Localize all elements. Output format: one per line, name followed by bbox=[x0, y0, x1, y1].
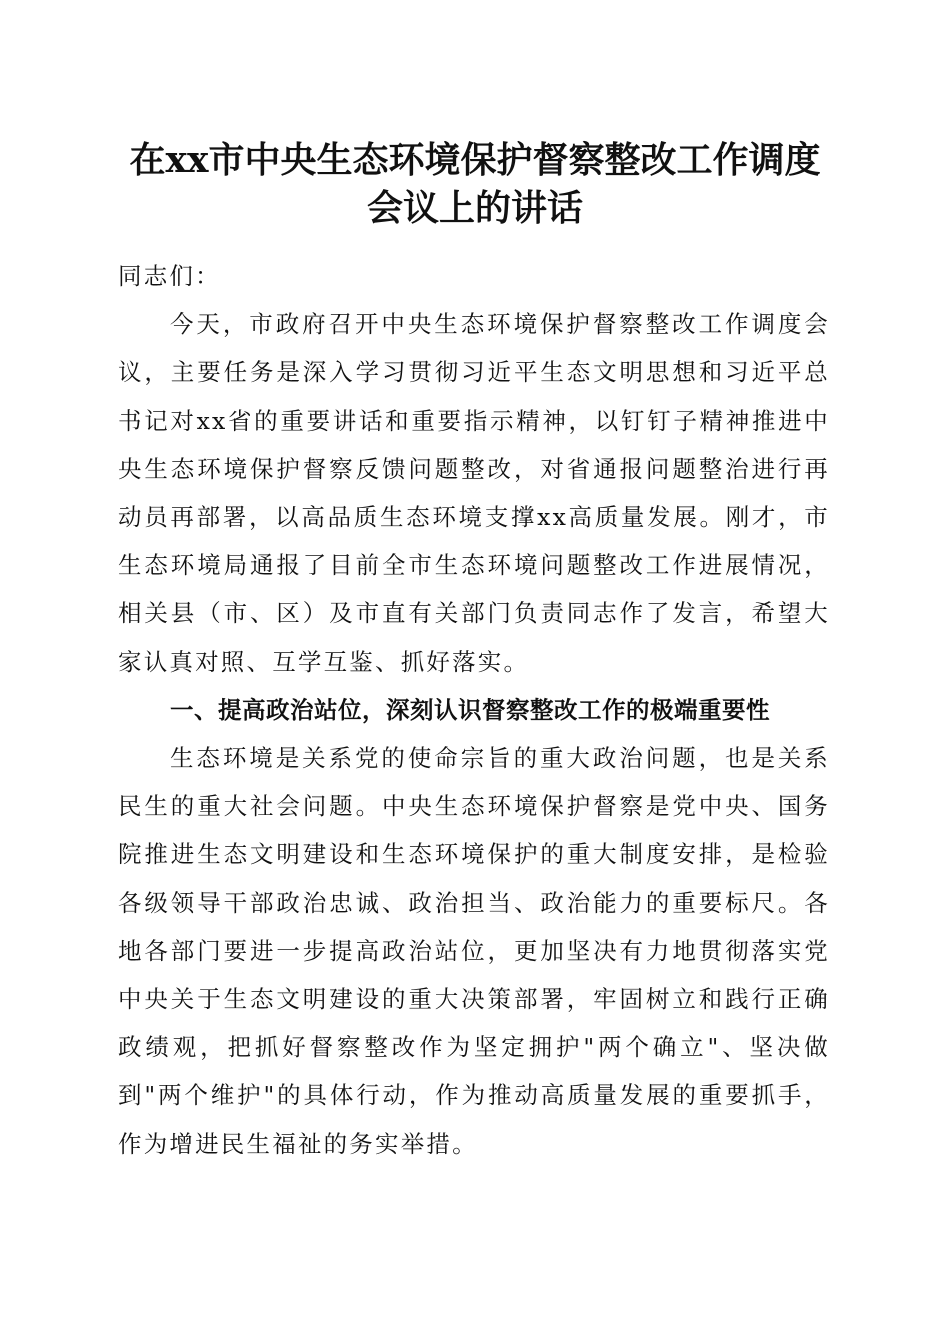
document-body bbox=[118, 252, 830, 1168]
salutation: 同志们： bbox=[118, 262, 221, 290]
paragraph-opening: 今天，市政府召开中央生态环境保护督察整改工作调度会议，主要任务是深入学习贯彻习近平生态文明思想和习近平总书记对xx省的重要讲话和重要指示精神，以钉钉子精神推进中央生态环境保护督察反馈问题整改，对省通报问题整治进行再动员再部署，以高品质生态环境支撑xx高质量发展。刚才，市生态环境局通报了目前全市生态环境问题整改工作进展情况，相关县（市、区）及市直有关部门负责同志作了发言，希望大家认真对照、互学互鉴、抓好落实。 bbox=[118, 310, 830, 676]
paragraph-section-1: 生态环境是关系党的使命宗旨的重大政治问题，也是关系民生的重大社会问题。中央生态环境保护督察是党中央、国务院推进生态文明建设和生态环境保护的重大制度安排，是检验各级领导干部政治忠诚、政治担当、政治能力的重要标尺。各地各部门要进一步提高政治站位，更加坚决有力地贯彻落实党中央关于生态文明建设的重大决策部署，牢固树立和践行正确政绩观，把抓好督察整改作为坚定拥护"两个确立"、坚决做到"两个维护"的具体行动，作为推动高质量发展的重要抓手，作为增进民生福祉的务实举措。 bbox=[118, 744, 830, 1158]
document-title-line-1: 在xx市中央生态环境保护督察整改工作调度 bbox=[129, 139, 821, 181]
section-heading-1: 一、提高政治站位，深刻认识督察整改工作的极端重要性 bbox=[170, 695, 770, 724]
document-title-line-2: 会议上的讲话 bbox=[366, 187, 583, 229]
